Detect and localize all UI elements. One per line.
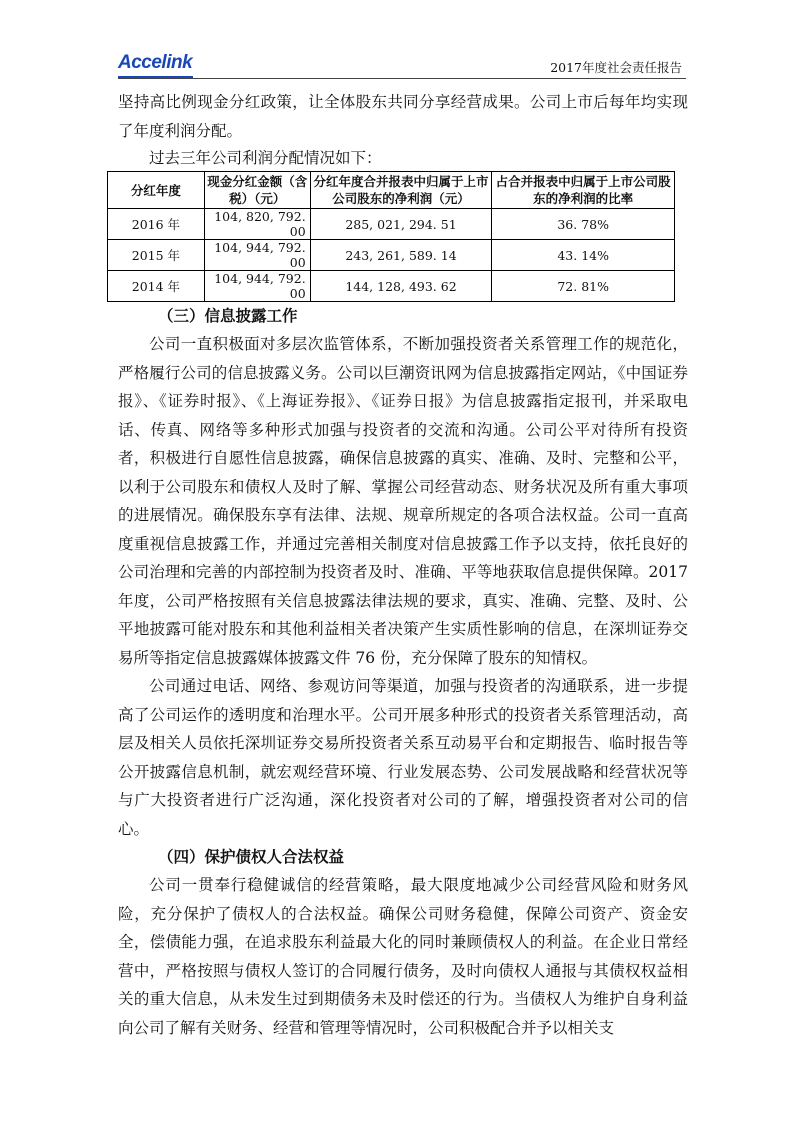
page-body xyxy=(118,88,688,1042)
disclosure-paragraph-1: 公司一直积极面对多层次监管体系，不断加强投资者关系管理工作的规范化，严格履行公司的信息披露义务。公司以巨潮资讯网为信息披露指定网站，《中国证券报》、《证券时报》、《上海证券报》、《证券日报》为信息披露指定报刊，并采取电话、传真、网络等多种形式加强与投资者的交流和沟通。公司公平对待所有投资者，积极进行自愿性信息披露，确保信息披露的真实、准确、及时、完整和公平，以利于公司股东和债权人及时了解、掌握公司经营动态、财务状况及所有重大事项的进展情况。确保股东享有法律、法规、规章所规定的各项合法权益。公司一直高度重视信息披露工作，并通过完善相关制度对信息披露工作予以支持，依托良好的公司治理和完善的内部控制为投资者及时、准确、平等地获取信息提供保障。2017 年度，公司严格按照有关信息披露法律法规的要求，真实、准确、完整、及时、公平地披露可能对股东和其他利益相关者决策产生实质性影响的信息，在深圳证券交易所等指定信息披露媒体披露文件 76 份，充分保障了股东的知情权。 xyxy=(118,335,688,667)
cell-dividend: 104, 820, 792. 00 xyxy=(204,209,310,240)
cell-net-profit: 285, 021, 294. 51 xyxy=(310,209,492,240)
cell-year: 2014 年 xyxy=(108,271,205,302)
creditors-paragraph-1: 公司一贯奉行稳健诚信的经营策略，最大限度地减少公司经营风险和财务风险，充分保护了债权人的合法权益。确保公司财务稳健，保障公司资产、资金安全，偿债能力强，在追求股东利益最大化的同时兼顾债权人的利益。在企业日常经营中，严格按照与债权人签订的合同履行债务，及时向债权人通报与其债权权益相关的重大信息，从未发生过到期债务未及时偿还的行为。当债权人为维护自身利益向公司了解有关财务、经营和管理等情况时，公司积极配合并予以相关支 xyxy=(118,876,688,1037)
header-divider xyxy=(118,78,686,79)
report-title: 2017年度社会责任报告 xyxy=(550,60,682,75)
cell-dividend: 104, 944, 792. 00 xyxy=(204,240,310,271)
cell-year: 2016 年 xyxy=(108,209,205,240)
section-title-creditors: （四）保护债权人合法权益 xyxy=(158,848,345,866)
cell-dividend: 104, 944, 792. 00 xyxy=(204,271,310,302)
cell-year: 2015 年 xyxy=(108,240,205,271)
disclosure-paragraph-2: 公司通过电话、网络、参观访问等渠道，加强与投资者的沟通联系，进一步提高了公司运作的透明度和治理水平。公司开展多种形式的投资者关系管理活动，高层及相关人员依托深圳证券交易所投资者关系互动易平台和定期报告、临时报告等公开披露信息机制，就宏观经营环境、行业发展态势、公司发展战略和经营状况等与广大投资者进行广泛沟通，深化投资者对公司的了解，增强投资者对公司的信心。 xyxy=(118,677,688,838)
table-caption: 过去三年公司利润分配情况如下： xyxy=(149,149,382,167)
table-header-row xyxy=(108,172,675,209)
cell-net-profit: 243, 261, 589. 14 xyxy=(310,240,492,271)
header-cash-dividend: 现金分红金额（含税）（元） xyxy=(204,172,310,209)
table-row xyxy=(108,271,675,302)
header-net-profit: 分红年度合并报表中归属于上市公司股东的净利润（元） xyxy=(310,172,492,209)
accelink-logo: Accelink xyxy=(118,52,193,73)
table-row xyxy=(108,240,675,271)
cell-ratio: 43. 14% xyxy=(492,240,675,271)
cell-net-profit: 144, 128, 493. 62 xyxy=(310,271,492,302)
section-title-disclosure: （三）信息披露工作 xyxy=(158,307,298,325)
profit-distribution-table xyxy=(107,171,675,302)
page-header xyxy=(118,52,686,80)
cell-ratio: 36. 78% xyxy=(492,209,675,240)
header-ratio: 占合并报表中归属于上市公司股东的净利润的比率 xyxy=(492,172,675,209)
header-year: 分红年度 xyxy=(108,172,205,209)
intro-paragraph: 坚持高比例现金分红政策，让全体股东共同分享经营成果。公司上市后每年均实现了年度利润分配。 xyxy=(118,93,688,140)
table-row xyxy=(108,209,675,240)
cell-ratio: 72. 81% xyxy=(492,271,675,302)
